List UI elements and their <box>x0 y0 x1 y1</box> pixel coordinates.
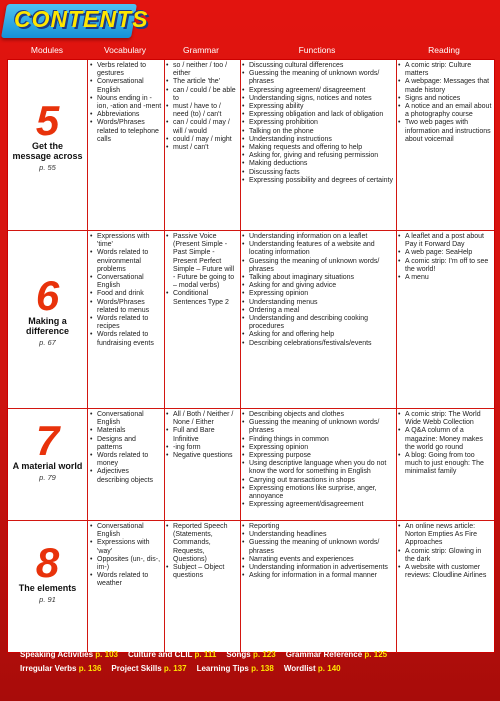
unit-page: p. 79 <box>39 473 56 482</box>
page-title: CONTENTS <box>14 6 149 32</box>
functions-cell <box>240 521 397 653</box>
functions-list <box>240 409 396 509</box>
functions-item: • Guessing the meaning of unknown words/ phrases <box>242 70 394 86</box>
functions-item: • Asking for and offering help <box>242 331 394 339</box>
functions-item: • Finding things in common <box>242 436 394 444</box>
vocabulary-item: • Conversational English <box>90 523 162 539</box>
functions-list <box>240 231 396 348</box>
unit-page: p. 67 <box>39 338 56 347</box>
unit-row-5 <box>8 60 494 230</box>
vocabulary-cell <box>88 409 165 521</box>
unit-number: 5 <box>35 97 60 144</box>
reading-item: • A leaflet and a post about Pay it Forward Day <box>398 233 492 249</box>
unit-number: 7 <box>35 417 60 464</box>
reading-item: • A webpage: Messages that made history <box>398 78 492 94</box>
vocabulary-item: • Food and drink <box>90 290 162 298</box>
module-cell <box>8 521 88 653</box>
vocabulary-item: • Opposites (un-, dis-, im-) <box>90 556 162 572</box>
vocabulary-item: • Words related to fundraising events <box>90 331 162 347</box>
vocabulary-cell <box>88 231 165 409</box>
reading-cell <box>396 231 494 409</box>
vocabulary-list <box>88 60 164 144</box>
grammar-item: • must / can't <box>166 144 238 152</box>
footer-link-page: p. 140 <box>317 664 341 673</box>
header-reading: Reading <box>428 45 460 55</box>
module-cell <box>8 60 88 230</box>
functions-item: • Understanding headlines <box>242 531 394 539</box>
reading-item: • A website with customer reviews: Cloudline Airlines <box>398 564 492 580</box>
reading-item: • A comic strip: The World Wide Webb Collection <box>398 411 492 427</box>
footer-line-2 <box>20 664 480 673</box>
footer-line-1 <box>20 650 480 659</box>
functions-item: • Ordering a meal <box>242 307 394 315</box>
footer-link[interactable] <box>284 664 341 673</box>
footer-link-label: Grammar Reference <box>285 650 363 659</box>
vocabulary-item: • Words related to weather <box>90 572 162 588</box>
footer-link-page: p. 123 <box>253 650 276 659</box>
vocabulary-item: • Words related to recipes <box>90 315 162 331</box>
vocabulary-item: • Words/Phrases related to telephone calls <box>90 119 162 144</box>
functions-item: • Understanding information in advertisements <box>242 564 394 572</box>
vocabulary-item: • Nouns ending in -ion, -ation and -ment <box>90 95 162 111</box>
footer-link-page: p. 103 <box>95 650 118 659</box>
module-cell <box>8 409 88 521</box>
reading-item: • Signs and notices <box>398 95 492 103</box>
grammar-list <box>164 231 240 307</box>
reading-item: • A Q&A column of a magazine: Money makes the world go round <box>398 427 492 452</box>
functions-item: • Talking on the phone <box>242 128 394 136</box>
reading-cell <box>396 521 494 653</box>
grammar-item: • -ing form <box>166 444 238 452</box>
vocabulary-item: • Conversational English <box>90 274 162 290</box>
grammar-item: • All / Both / Neither / None / Either <box>166 411 238 427</box>
table-header <box>7 40 493 60</box>
header-grammar: Grammar <box>183 45 219 55</box>
functions-list <box>240 60 396 185</box>
vocabulary-list <box>88 231 164 348</box>
vocabulary-item: • Expressions with 'time' <box>90 233 162 249</box>
footer-link[interactable] <box>20 650 118 659</box>
vocabulary-item: • Words related to money <box>90 452 162 468</box>
footer-link[interactable] <box>197 664 274 673</box>
functions-item: • Understanding features of a website and locating information <box>242 241 394 257</box>
functions-item: • Expressing obligation and lack of obligation <box>242 111 394 119</box>
unit-row-6 <box>8 230 494 409</box>
functions-item: • Discussing facts <box>242 169 394 177</box>
grammar-item: • so / neither / too / either <box>166 62 238 78</box>
functions-item: • Asking for and giving advice <box>242 282 394 290</box>
unit-title: The elements <box>18 583 77 593</box>
footer-link-page: p. 137 <box>163 664 187 673</box>
unit-page: p. 91 <box>39 595 56 604</box>
unit-row-8 <box>8 520 494 653</box>
unit-title: A material world <box>12 461 83 471</box>
reading-item: • A comic strip: I'm off to see the world! <box>398 258 492 274</box>
functions-item: • Understanding instructions <box>242 136 394 144</box>
functions-item: • Asking for information in a formal manner <box>242 572 394 580</box>
functions-item: • Expressing purpose <box>242 452 394 460</box>
header-vocabulary: Vocabulary <box>103 45 147 55</box>
reading-item: • Two web pages with information and instructions about voicemail <box>398 119 492 144</box>
contents-table <box>7 59 495 653</box>
vocabulary-item: • Verbs related to gestures <box>90 62 162 78</box>
functions-item: • Making requests and offering to help <box>242 144 394 152</box>
vocabulary-item: • Designs and patterns <box>90 436 162 452</box>
grammar-list <box>164 60 240 152</box>
functions-item: • Expressing ability <box>242 103 394 111</box>
footer-link-page: p. 111 <box>194 650 217 659</box>
module-cell <box>8 231 88 409</box>
vocabulary-item: • Expressions with 'way' <box>90 539 162 555</box>
grammar-item: • Reported Speech (Statements, Commands, Requests, Questions) <box>166 523 238 564</box>
functions-item: • Expressing possibility and degrees of certainty <box>242 177 394 185</box>
footer-link[interactable] <box>111 664 186 673</box>
footer-link-label: Learning Tips <box>196 664 249 673</box>
reading-cell <box>396 409 494 521</box>
functions-item: • Guessing the meaning of unknown words/ phrases <box>242 258 394 274</box>
footer-link-label: Wordlist <box>283 664 316 673</box>
unit-number: 8 <box>35 539 60 586</box>
footer-link-page: p. 136 <box>78 664 102 673</box>
reading-cell <box>396 60 494 230</box>
unit-title: Get the message across <box>12 141 83 161</box>
footer-link[interactable] <box>286 650 387 659</box>
grammar-item: • Passive Voice (Present Simple - Past Simple - Present Perfect Simple – Future will - Future be going to – modal verbs) <box>166 233 238 290</box>
vocabulary-item: • Abbreviations <box>90 111 162 119</box>
unit-page: p. 55 <box>39 163 56 172</box>
grammar-item: • Subject – Object questions <box>166 564 238 580</box>
functions-cell <box>240 60 397 230</box>
functions-item: • Expressing prohibition <box>242 119 394 127</box>
header-modules: Modules <box>30 45 64 55</box>
footer-link-label: Speaking Activities <box>20 650 94 659</box>
footer-link[interactable] <box>128 650 216 659</box>
vocabulary-item: • Adjectives describing objects <box>90 468 162 484</box>
footer-link-label: Project Skills <box>111 664 162 673</box>
footer-link-page: p. 125 <box>364 650 388 659</box>
grammar-item: • The article 'the' <box>166 78 238 86</box>
reading-item: • A notice and an email about a photography course <box>398 103 492 119</box>
reading-list <box>396 231 494 282</box>
functions-item: • Making deductions <box>242 160 394 168</box>
grammar-item: • must / have to / need (to) / can't <box>166 103 238 119</box>
functions-item: • Understanding information on a leaflet <box>242 233 394 241</box>
reading-item: • An online news article: Norton Empties As Fire Approaches <box>398 523 492 548</box>
vocabulary-item: • Conversational English <box>90 411 162 427</box>
grammar-item: • Conditional Sentences Type 2 <box>166 290 238 306</box>
functions-item: • Carrying out transactions in shops <box>242 477 394 485</box>
functions-item: • Asking for, giving and refusing permission <box>242 152 394 160</box>
functions-cell <box>240 409 397 521</box>
functions-list <box>240 521 396 580</box>
vocabulary-cell <box>88 60 165 230</box>
functions-item: • Understanding menus <box>242 299 394 307</box>
vocabulary-item: • Words/Phrases related to menus <box>90 299 162 315</box>
unit-title: Making a difference <box>25 316 69 336</box>
functions-item: • Describing objects and clothes <box>242 411 394 419</box>
grammar-item: • can / could / may / will / would <box>166 119 238 135</box>
vocabulary-list <box>88 409 164 485</box>
vocabulary-item: • Conversational English <box>90 78 162 94</box>
unit-number: 6 <box>35 272 60 319</box>
grammar-cell <box>164 231 241 409</box>
grammar-item: • Negative questions <box>166 452 238 460</box>
footer-link-label: Culture and CLIL <box>127 650 193 659</box>
functions-item: • Discussing cultural differences <box>242 62 394 70</box>
functions-item: • Narrating events and experiences <box>242 556 394 564</box>
grammar-item: • can / could / be able to <box>166 87 238 103</box>
functions-item: • Talking about imaginary situations <box>242 274 394 282</box>
functions-item: • Expressing agreement/disagreement <box>242 501 394 509</box>
reading-list <box>396 409 494 477</box>
grammar-list <box>164 521 240 580</box>
functions-item: • Expressing opinion <box>242 444 394 452</box>
functions-item: • Describing celebrations/festivals/events <box>242 340 394 348</box>
functions-item: • Expressing agreement/ disagreement <box>242 87 394 95</box>
grammar-item: • could / may / might <box>166 136 238 144</box>
reading-item: • A comic strip: Glowing in the dark <box>398 548 492 564</box>
functions-item: • Understanding and describing cooking procedures <box>242 315 394 331</box>
vocabulary-list <box>88 521 164 589</box>
functions-item: • Expressing opinion <box>242 290 394 298</box>
unit-row-7 <box>8 408 494 521</box>
vocabulary-item: • Words related to environmental problems <box>90 249 162 274</box>
functions-cell <box>240 231 397 409</box>
header-functions: Functions <box>298 45 336 55</box>
grammar-cell <box>164 521 241 653</box>
reading-item: • A web page: SeaHelp <box>398 249 492 257</box>
grammar-list <box>164 409 240 460</box>
functions-item: • Reporting <box>242 523 394 531</box>
functions-item: • Guessing the meaning of unknown words/ phrases <box>242 539 394 555</box>
functions-item: • Guessing the meaning of unknown words/ phrases <box>242 419 394 435</box>
functions-item: • Understanding signs, notices and notes <box>242 95 394 103</box>
footer-link-page: p. 138 <box>251 664 274 673</box>
footer-link-label: Irregular Verbs <box>20 664 77 673</box>
footer-link[interactable] <box>226 650 275 659</box>
reading-item: • A blog: Going from too much to just enough: The minimalist family <box>398 452 492 477</box>
vocabulary-cell <box>88 521 165 653</box>
grammar-cell <box>164 409 241 521</box>
reading-item: • A comic strip: Culture matters <box>398 62 492 78</box>
vocabulary-item: • Materials <box>90 427 162 435</box>
footer-link[interactable] <box>20 664 101 673</box>
functions-item: • Expressing emotions like surprise, anger, annoyance <box>242 485 394 501</box>
grammar-item: • Full and Bare Infinitive <box>166 427 238 443</box>
functions-item: • Using descriptive language when you do not know the word for something in English <box>242 460 394 476</box>
footer-link-label: Songs <box>226 650 251 659</box>
reading-item: • A menu <box>398 274 492 282</box>
reading-list <box>396 60 494 144</box>
grammar-cell <box>164 60 241 230</box>
reading-list <box>396 521 494 580</box>
